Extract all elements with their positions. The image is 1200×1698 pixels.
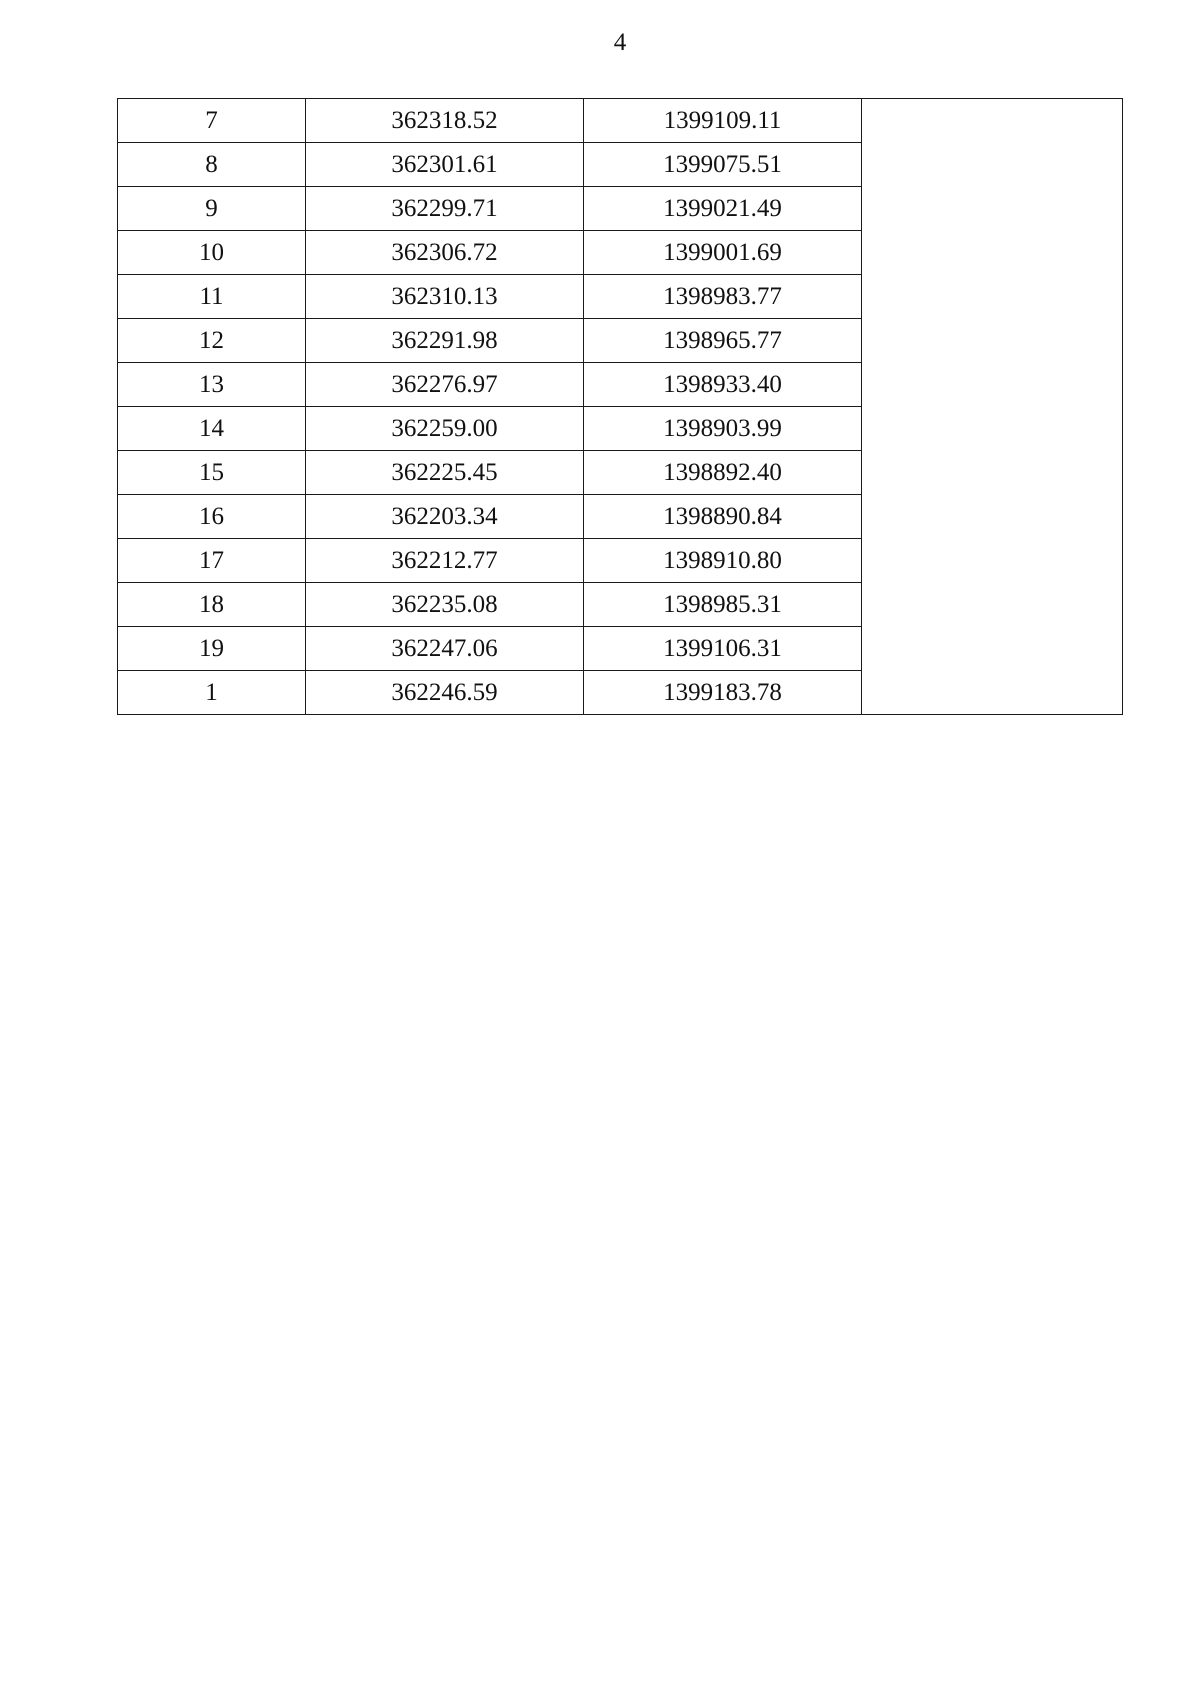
x-coordinate-cell: 362203.34 (306, 495, 584, 539)
point-number-cell: 8 (118, 143, 306, 187)
y-coordinate-cell: 1399001.69 (584, 231, 862, 275)
x-coordinate-cell: 362306.72 (306, 231, 584, 275)
point-number-cell: 13 (118, 363, 306, 407)
point-number-cell: 11 (118, 275, 306, 319)
y-coordinate-cell: 1398910.80 (584, 539, 862, 583)
y-coordinate-cell: 1399106.31 (584, 627, 862, 671)
y-coordinate-cell: 1399183.78 (584, 671, 862, 715)
y-coordinate-cell: 1399109.11 (584, 99, 862, 143)
x-coordinate-cell: 362318.52 (306, 99, 584, 143)
point-number-cell: 12 (118, 319, 306, 363)
point-number-cell: 16 (118, 495, 306, 539)
x-coordinate-cell: 362259.00 (306, 407, 584, 451)
point-number-cell: 15 (118, 451, 306, 495)
page-number: 4 (613, 29, 627, 56)
point-number-cell: 1 (118, 671, 306, 715)
y-coordinate-cell: 1398892.40 (584, 451, 862, 495)
x-coordinate-cell: 362225.45 (306, 451, 584, 495)
x-coordinate-cell: 362301.61 (306, 143, 584, 187)
x-coordinate-cell: 362247.06 (306, 627, 584, 671)
x-coordinate-cell: 362310.13 (306, 275, 584, 319)
x-coordinate-cell: 362276.97 (306, 363, 584, 407)
x-coordinate-cell: 362212.77 (306, 539, 584, 583)
y-coordinate-cell: 1398965.77 (584, 319, 862, 363)
point-number-cell: 14 (118, 407, 306, 451)
x-coordinate-cell: 362235.08 (306, 583, 584, 627)
point-number-cell: 18 (118, 583, 306, 627)
note-cell (862, 99, 1123, 715)
table-row (118, 99, 1123, 143)
y-coordinate-cell: 1398903.99 (584, 407, 862, 451)
coordinates-table (117, 98, 1123, 715)
y-coordinate-cell: 1398933.40 (584, 363, 862, 407)
y-coordinate-cell: 1399075.51 (584, 143, 862, 187)
y-coordinate-cell: 1398985.31 (584, 583, 862, 627)
point-number-cell: 7 (118, 99, 306, 143)
y-coordinate-cell: 1398983.77 (584, 275, 862, 319)
x-coordinate-cell: 362291.98 (306, 319, 584, 363)
point-number-cell: 19 (118, 627, 306, 671)
x-coordinate-cell: 362246.59 (306, 671, 584, 715)
coordinates-table-body (118, 99, 1123, 715)
y-coordinate-cell: 1399021.49 (584, 187, 862, 231)
x-coordinate-cell: 362299.71 (306, 187, 584, 231)
point-number-cell: 10 (118, 231, 306, 275)
point-number-cell: 17 (118, 539, 306, 583)
y-coordinate-cell: 1398890.84 (584, 495, 862, 539)
point-number-cell: 9 (118, 187, 306, 231)
